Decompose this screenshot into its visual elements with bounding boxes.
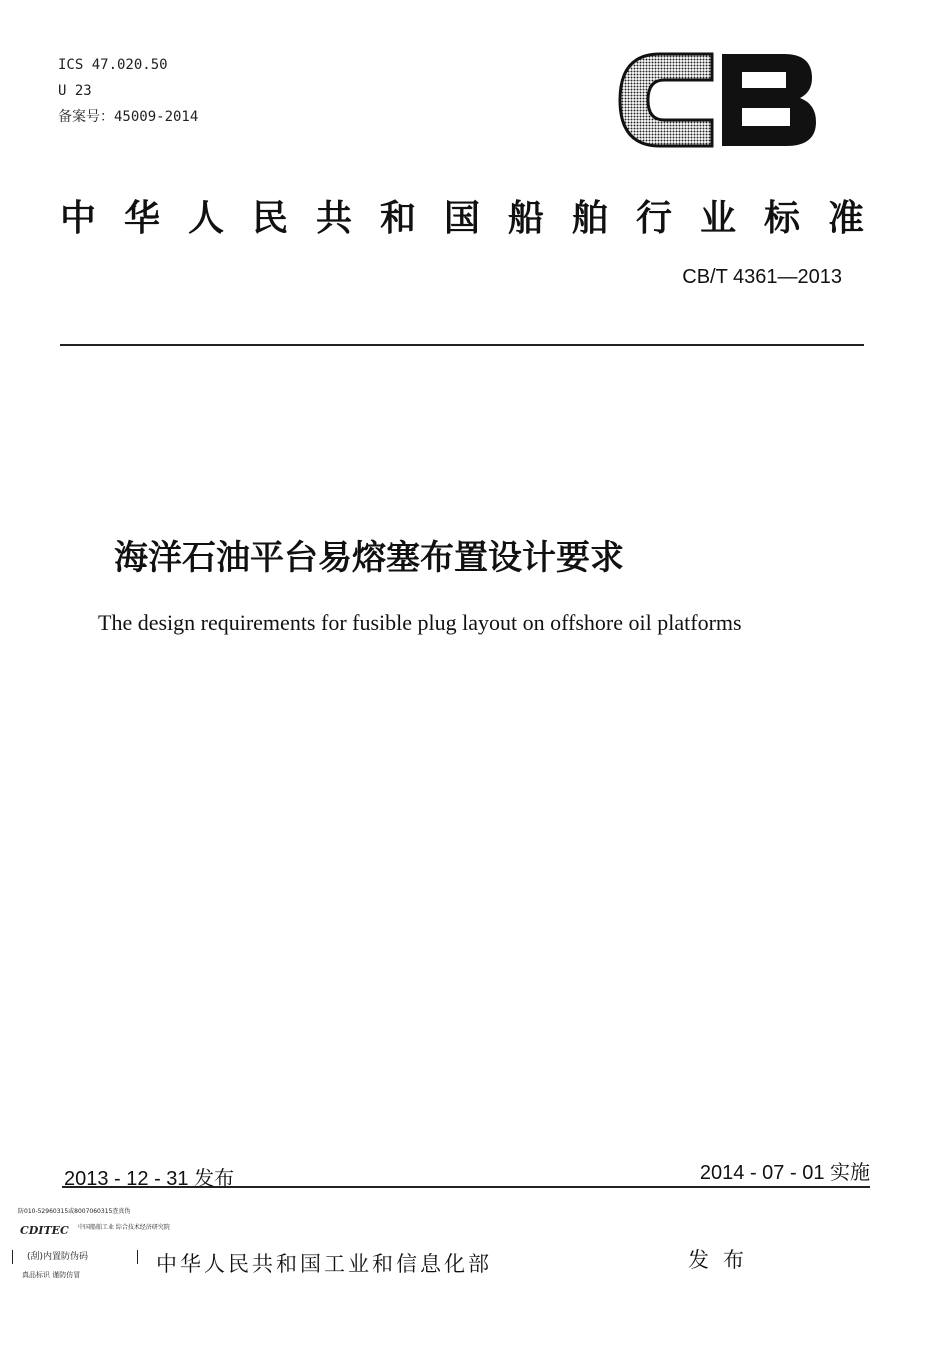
document-metadata xyxy=(58,52,198,130)
anti-counterfeit-stamp xyxy=(8,1200,170,1290)
stamp-institute: 中国船舶工业 综合技术经济研究院 xyxy=(78,1224,170,1231)
standard-category-title: 中华人民共和国船舶行业标准 xyxy=(60,198,893,239)
standard-code: CB/T 4361—2013 xyxy=(682,266,842,288)
publish-label: 发布 xyxy=(688,1248,758,1272)
stamp-brand-logo: CDITEC xyxy=(20,1224,69,1237)
record-number: 备案号：45009-2014 xyxy=(58,109,199,125)
classification-code: U 23 xyxy=(58,83,92,99)
publisher-name: 中华人民共和国工业和信息化部 xyxy=(156,1252,492,1276)
stamp-code-box: (刮)内置防伪码 xyxy=(12,1250,138,1264)
bottom-divider xyxy=(62,1186,870,1188)
ics-code: ICS 47.020.50 xyxy=(58,57,168,73)
stamp-phone-line: 防010-52960315或8007060315查真伪 xyxy=(18,1208,131,1215)
document-title-chinese: 海洋石油平台易熔塞布置设计要求 xyxy=(114,538,624,578)
cb-logo-icon xyxy=(612,46,824,154)
document-title-english: The design requirements for fusible plug layout on offshore oil platforms xyxy=(98,610,742,635)
implementation-date: 2014 - 07 - 01 实施 xyxy=(699,1162,870,1184)
stamp-authenticity-note: 真品标识 谨防仿冒 xyxy=(22,1271,81,1279)
issue-date: 2013 - 12 - 31 发布 xyxy=(64,1168,235,1190)
top-divider xyxy=(60,344,864,346)
